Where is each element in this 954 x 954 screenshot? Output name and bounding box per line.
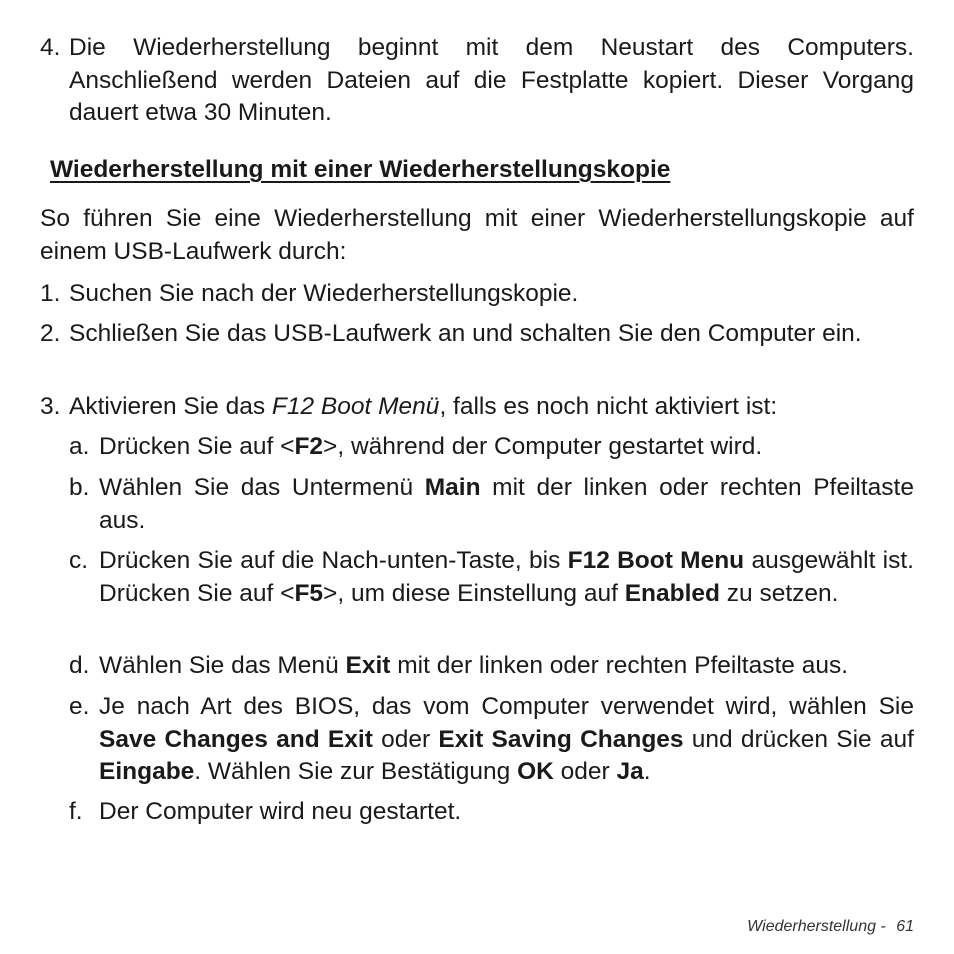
menu-name: Exit (345, 652, 391, 679)
substep-letter: a. (69, 433, 90, 460)
substep-letter: d. (69, 652, 90, 679)
confirm-option: Ja (616, 758, 644, 785)
substep-text: Je nach Art des BIOS, das vom Computer verwendet wird, wählen Sie Save Changes and Exit oder Exit Saving Changes und drücken Sie auf Eingabe. Wählen Sie zur Bestätigung OK oder Ja. (99, 693, 914, 785)
substep-text: Drücken Sie auf <F2>, während der Computer gestartet wird. (99, 433, 763, 460)
menu-name: F12 Boot Menu (567, 547, 745, 574)
substep-text: Wählen Sie das Menü Exit mit der linken oder rechten Pfeiltaste aus. (99, 652, 849, 679)
step-text: Die Wiederherstellung beginnt mit dem Neustart des Computers. Anschließend werden Dateien auf die Festplatte kopiert. Dieser Vorgang dauert etwa 30 Minuten. (69, 34, 914, 126)
substep-letter: c. (69, 547, 89, 574)
page-footer (747, 917, 914, 937)
setting-value: Enabled (624, 579, 720, 607)
key-name: Eingabe (99, 758, 195, 785)
key-name: F2 (294, 433, 324, 460)
intro-paragraph: So führen Sie eine Wiederherstellung mit einer Wiederherstellungskopie auf einem USB-Laufwerk durch: (40, 205, 914, 265)
step-number: 3. (40, 393, 61, 420)
substep-letter: f. (69, 798, 83, 825)
menu-name: Main (424, 474, 481, 501)
substep-text: Der Computer wird neu gestartet. (99, 798, 462, 825)
substep-text: Wählen Sie das Untermenü Main mit der linken oder rechten Pfeiltaste aus. (99, 474, 914, 534)
step-text: Schließen Sie das USB-Laufwerk an und schalten Sie den Computer ein. (69, 320, 862, 347)
section-heading: Wiederherstellung mit einer Wiederherstellungskopie (50, 156, 671, 183)
confirm-option: OK (517, 758, 554, 785)
substep-letter: b. (69, 474, 90, 501)
menu-option: Save Changes and Exit (99, 725, 373, 753)
substep-letter: e. (69, 693, 90, 720)
key-name: F5 (294, 579, 324, 607)
menu-name: F12 Boot Menü (271, 393, 440, 420)
menu-option: Exit Saving Changes (438, 725, 684, 753)
step-number: 4. (40, 34, 61, 61)
footer-label: Wiederherstellung - (747, 918, 891, 935)
substep-text: Drücken Sie auf die Nach-unten-Taste, bis F12 Boot Menu ausgewählt ist. Drücken Sie auf <F5>, um diese Einstellung auf Enabled zu setzen. (99, 547, 914, 607)
page-number: 61 (896, 918, 914, 935)
step-number: 2. (40, 320, 61, 347)
step-text: Suchen Sie nach der Wiederherstellungskopie. (69, 280, 579, 307)
step-number: 1. (40, 280, 61, 307)
step-text: Aktivieren Sie das F12 Boot Menü, falls es noch nicht aktiviert ist: (69, 393, 778, 420)
